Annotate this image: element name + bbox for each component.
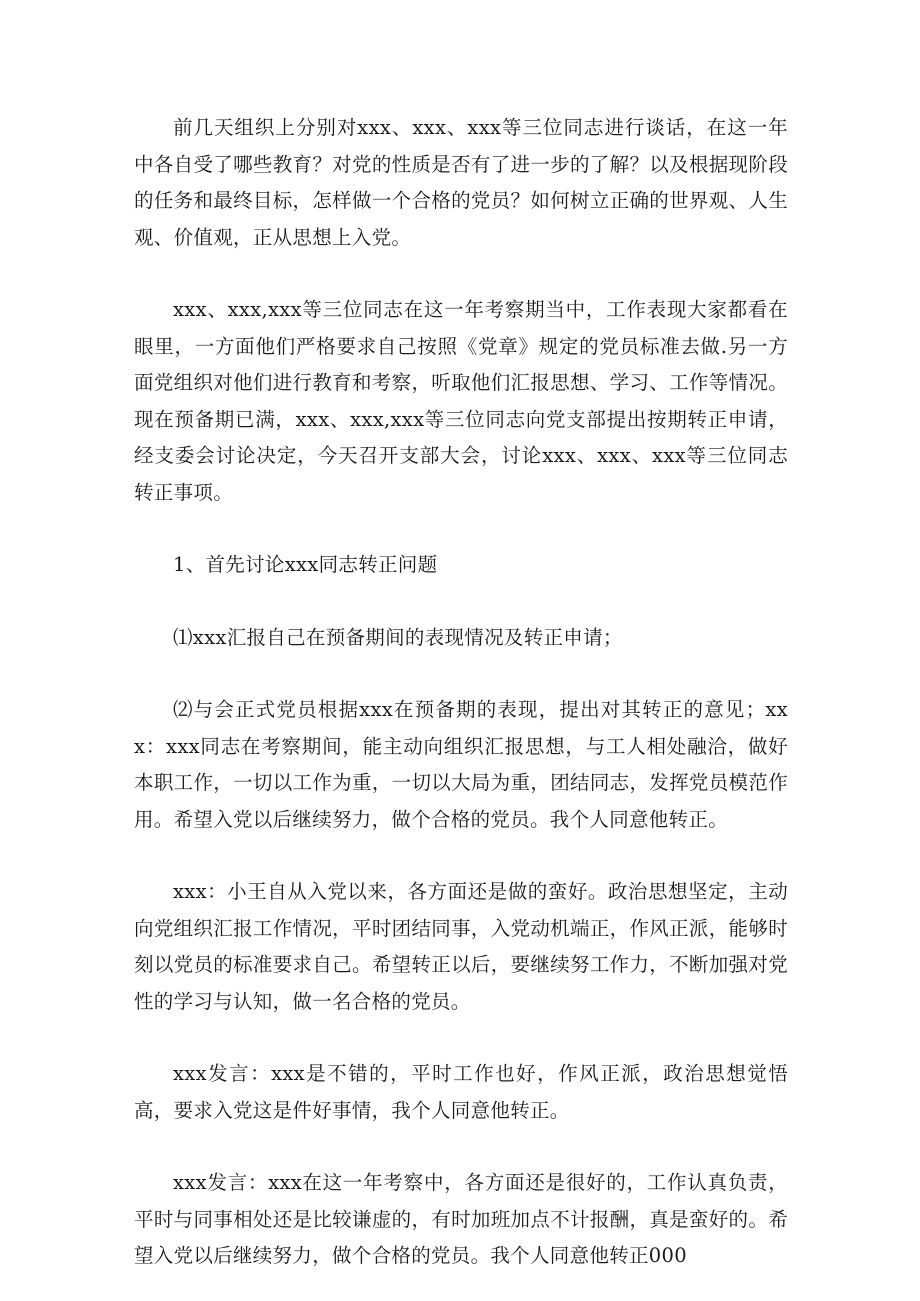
document-body — [134, 110, 788, 1275]
paragraph-5: ⑵与会正式党员根据xxx在预备期的表现，提出对其转正的意见；xxx：xxx同志在考察期间，能主动向组织汇报思想，与工人相处融洽，做好本职工作，一切以工作为重，一切以大局为重，团结同志，发挥党员模范作用。希望入党以后继续努力，做个合格的党员。我个人同意他转正。 — [134, 698, 788, 831]
paragraph-8: xxx发言：xxx在这一年考察中，各方面还是很好的，工作认真负责，平时与同事相处还是比较谦虚的，有时加班加点不计报酬，真是蛮好的。希望入党以后继续努力，做个合格的党员。我个人同意他转正000 — [134, 1171, 788, 1267]
paragraph-gap — [134, 656, 788, 692]
paragraph-gap — [134, 584, 788, 620]
paragraph-6: xxx：小王自从入党以来，各方面还是做的蛮好。政治思想坚定，主动向党组织汇报工作情况，平时团结同事，入党动机端正，作风正派，能够时刻以党员的标准要求自己。希望转正以后，要继续努工作力，不断加强对党性的学习与认知，做一名合格的党员。 — [134, 880, 788, 1013]
paragraph-4: ⑴xxx汇报自己在预备期间的表现情况及转正申请； — [173, 625, 623, 649]
paragraph-gap — [134, 1129, 788, 1165]
paragraph-gap — [134, 838, 788, 874]
paragraph-1: 前几天组织上分别对xxx、xxx、xxx等三位同志进行谈话，在这一年中各自受了哪些教育？对党的性质是否有了进一步的了解？以及根据现阶段的任务和最终目标，怎样做一个合格的党员？如何树立正确的世界观、人生观、价值观，正从思想上入党。 — [134, 116, 788, 249]
paragraph-gap — [134, 256, 788, 292]
paragraph-3: 1、首先讨论xxx同志转正问题 — [173, 553, 438, 576]
paragraph-gap — [134, 1020, 788, 1056]
paragraph-2: xxx、xxx,xxx等三位同志在这一年考察期当中，工作表现大家都看在眼里，一方面他们严格要求自己按照《党章》规定的党员标准去做.另一方面党组织对他们进行教育和考察，听取他们汇报思想、学习、工作等情况。现在预备期已满，xxx、xxx,xxx等三位同志向党支部提出按期转正申请，经支委会讨论决定，今天召开支部大会，讨论xxx、xxx、xxx等三位同志转正事项。 — [134, 298, 788, 504]
paragraph-gap — [134, 511, 788, 547]
paragraph-7: xxx发言：xxx是不错的，平时工作也好，作风正派，政治思想觉悟高，要求入党这是件好事情，我个人同意他转正。 — [134, 1062, 788, 1122]
